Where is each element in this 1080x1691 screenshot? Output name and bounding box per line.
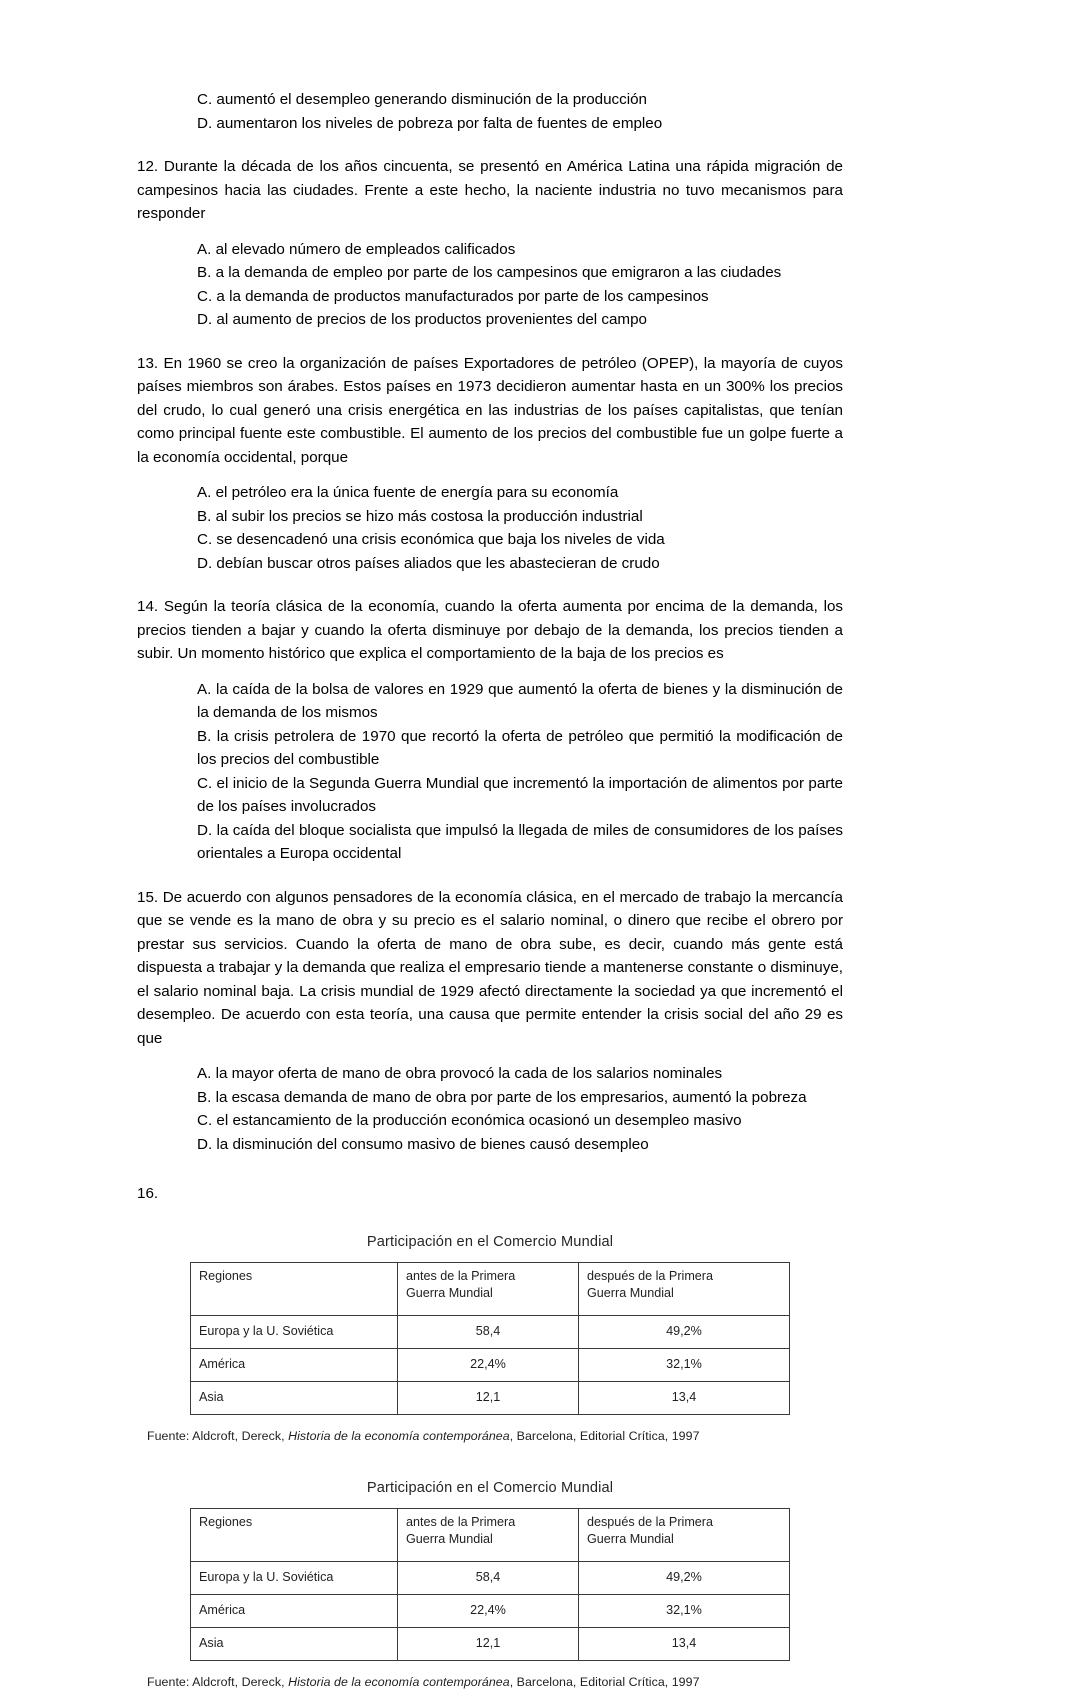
cell-region: Asia <box>191 1627 398 1660</box>
option-list <box>137 238 843 332</box>
table-row <box>191 1315 790 1348</box>
header-line-2: Guerra Mundial <box>406 1285 493 1300</box>
spacer <box>137 575 843 595</box>
column-header-regions: Regiones <box>191 1508 398 1561</box>
figure-title: Participación en el Comercio Mundial <box>366 1479 614 1496</box>
question-13 <box>137 352 843 576</box>
question-stem: 12. Durante la década de los años cincuenta, se presentó en América Latina una rápida migración de campesinos hacia las ciudades. Frente a este hecho, la naciente industria no tuvo mecanismos para responder <box>137 158 843 222</box>
source-work-title: Historia de la economía contemporánea <box>288 1428 510 1443</box>
option-item: B. a la demanda de empleo por parte de los campesinos que emigraron a las ciudades <box>197 264 782 281</box>
table-row <box>191 1348 790 1381</box>
question-stem: 15. De acuerdo con algunos pensadores de la economía clásica, en el mercado de trabajo la mercancía que se vende es la mano de obra y su precio es el salario nominal, o dinero que recibe el obrero por prestar sus servicios. Cuando la oferta de mano de obra sube, es decir, cuando más gente está dispuesta a trabajar y la demanda que realiza el empresario tiende a mantenerse constante o disminuye, el salario nominal baja. La crisis mundial de 1929 afectó directamente la sociedad ya que incrementó el desempleo. De acuerdo con esta teoría, una causa que permite entender la crisis social del año 29 es que <box>137 888 843 1047</box>
header-line-1: después de la Primera <box>587 1514 714 1529</box>
option-item: C. a la demanda de productos manufacturados por parte de los campesinos <box>197 287 709 305</box>
option-item: A. la caída de la bolsa de valores en 1929 que aumentó la oferta de bienes y la disminución de la demanda de los mismos <box>197 680 843 721</box>
spacer <box>137 226 843 238</box>
column-header-before-war <box>398 1508 579 1561</box>
option-item: A. al elevado número de empleados calificados <box>197 240 516 258</box>
table-body <box>191 1315 790 1414</box>
spacer <box>137 1206 843 1232</box>
column-header-after-war <box>579 1262 790 1315</box>
question-12 <box>137 155 843 332</box>
cell-after: 32,1% <box>579 1594 790 1627</box>
cell-after: 49,2% <box>579 1315 790 1348</box>
question-14 <box>137 595 843 866</box>
source-work-title: Historia de la economía contemporánea <box>288 1674 510 1689</box>
option-item: C. el inicio de la Segunda Guerra Mundial que incrementó la importación de alimentos por parte de los países involucrados <box>197 774 843 815</box>
option-item: B. la escasa demanda de mano de obra por parte de los empresarios, aumentó la pobreza <box>197 1088 807 1106</box>
question-number: 16. <box>137 1185 159 1202</box>
source-suffix: , Barcelona, Editorial Crítica, 1997 <box>509 1428 700 1443</box>
table-body <box>191 1561 790 1660</box>
table-row <box>191 1594 790 1627</box>
cell-before: 22,4% <box>398 1348 579 1381</box>
figure-table-2 <box>137 1478 843 1691</box>
cell-region: América <box>191 1594 398 1627</box>
header-line-2: Guerra Mundial <box>406 1531 493 1546</box>
table-row <box>191 1627 790 1660</box>
option-item: D. la caída del bloque socialista que impulsó la llegada de miles de consumidores de los países orientales a Europa occidental <box>197 821 843 862</box>
source-suffix: , Barcelona, Editorial Crítica, 1997 <box>509 1674 700 1689</box>
cell-region: América <box>191 1348 398 1381</box>
table-row <box>191 1561 790 1594</box>
option-item: A. el petróleo era la única fuente de energía para su economía <box>197 484 619 501</box>
trade-participation-table <box>190 1508 790 1661</box>
option-item: C. el estancamiento de la producción económica ocasionó un desempleo masivo <box>197 1112 742 1129</box>
option-item: A. la mayor oferta de mano de obra provocó la cada de los salarios nominales <box>197 1065 723 1082</box>
cell-before: 22,4% <box>398 1594 579 1627</box>
option-item: D. la disminución del consumo masivo de bienes causó desempleo <box>197 1135 649 1153</box>
spacer <box>137 1156 843 1182</box>
figure-table-1 <box>137 1232 843 1445</box>
trade-participation-table <box>190 1262 790 1415</box>
header-line-1: después de la Primera <box>587 1268 714 1283</box>
option-item: C. se desencadenó una crisis económica que baja los niveles de vida <box>197 531 665 548</box>
option-item: B. al subir los precios se hizo más costosa la producción industrial <box>197 507 643 525</box>
cell-after: 13,4 <box>579 1627 790 1660</box>
cell-before: 12,1 <box>398 1627 579 1660</box>
orphan-option-list <box>137 88 843 135</box>
option-item: D. al aumento de precios de los productos provenientes del campo <box>197 311 647 328</box>
cell-region: Europa y la U. Soviética <box>191 1315 398 1348</box>
spacer <box>137 1050 843 1062</box>
cell-after: 32,1% <box>579 1348 790 1381</box>
column-header-after-war <box>579 1508 790 1561</box>
cell-region: Asia <box>191 1381 398 1414</box>
header-line-1: antes de la Primera <box>406 1514 516 1529</box>
table-header <box>191 1508 790 1561</box>
spacer <box>137 666 843 678</box>
spacer <box>137 1445 843 1478</box>
column-header-before-war <box>398 1262 579 1315</box>
table-header-row <box>191 1508 790 1561</box>
header-line-2: Guerra Mundial <box>587 1285 674 1300</box>
option-item: C. aumentó el desempleo generando disminución de la producción <box>197 91 648 108</box>
source-prefix: Fuente: Aldcroft, Dereck, <box>147 1674 289 1689</box>
cell-after: 13,4 <box>579 1381 790 1414</box>
page-content <box>137 88 843 1691</box>
cell-after: 49,2% <box>579 1561 790 1594</box>
cell-region: Europa y la U. Soviética <box>191 1561 398 1594</box>
header-line-1: antes de la Primera <box>406 1268 516 1283</box>
figure-title: Participación en el Comercio Mundial <box>366 1233 614 1250</box>
source-prefix: Fuente: Aldcroft, Dereck, <box>147 1428 289 1443</box>
option-list <box>137 1062 843 1156</box>
option-item: D. aumentaron los niveles de pobreza por falta de fuentes de empleo <box>197 114 663 132</box>
question-15 <box>137 886 843 1157</box>
cell-before: 58,4 <box>398 1315 579 1348</box>
option-list <box>137 481 843 575</box>
option-item: B. la crisis petrolera de 1970 que recortó la oferta de petróleo que permitió la modificación de los precios del combustible <box>197 727 843 768</box>
figure-source <box>137 1674 843 1691</box>
question-stem: 13. En 1960 se creo la organización de países Exportadores de petróleo (OPEP), la mayoría de cuyos países miembros son árabes. Estos países en 1973 decidieron aumentar hasta en un 300% los precios del crudo, lo cual generó una crisis energética en las industrias de los países capitalistas, que tenían como principal fuente este combustible. El aumento de los precios del combustible fue un golpe fuerte a la economía occidental, porque <box>137 354 843 466</box>
header-line-2: Guerra Mundial <box>587 1531 674 1546</box>
cell-before: 12,1 <box>398 1381 579 1414</box>
spacer <box>137 469 843 481</box>
table-header <box>191 1262 790 1315</box>
option-item: D. debían buscar otros países aliados que les abastecieran de crudo <box>197 554 660 572</box>
spacer <box>137 866 843 886</box>
cell-before: 58,4 <box>398 1561 579 1594</box>
option-list <box>137 678 843 866</box>
table-row <box>191 1381 790 1414</box>
question-16 <box>137 1182 843 1206</box>
spacer <box>137 332 843 352</box>
figure-source <box>137 1428 843 1445</box>
table-header-row <box>191 1262 790 1315</box>
question-stem: 14. Según la teoría clásica de la economía, cuando la oferta aumenta por encima de la demanda, los precios tienden a bajar y cuando la oferta disminuye por debajo de la demanda, los precios tienden a subir. Un momento histórico que explica el comportamiento de la baja de los precios es <box>137 598 843 662</box>
column-header-regions: Regiones <box>191 1262 398 1315</box>
spacer <box>137 135 843 155</box>
